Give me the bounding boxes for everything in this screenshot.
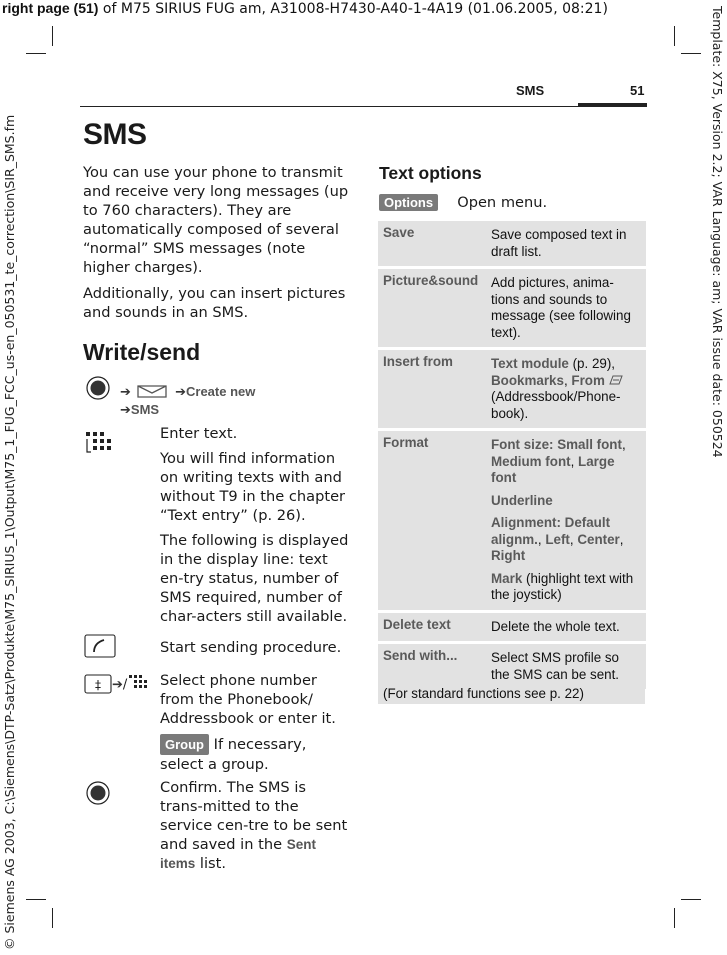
table-row: Save Save composed text in draft list.: [378, 221, 646, 266]
step-enter-text: Enter text. You will find information on writing texts with and without T9 in the chapter “Text entry” (p. 26). The following is displayed in the display line: text en-try status, number of SMS required, number of char-acters still available.: [160, 425, 349, 625]
menu-path-line1: [120, 381, 255, 400]
running-head-section: SMS: [516, 83, 545, 98]
step-confirm: Confirm. The SMS is trans-mitted to the service cen-tre to be sent and saved in the Sent items list.: [160, 779, 348, 872]
table-row: Format Font size: Small font, Medium font, Large font Underline Alignment: Default alignm., Left, Center, Right Mark (highlight text with the joystick): [378, 431, 646, 610]
arrow-icon: ➔: [175, 385, 186, 400]
header-rule: [80, 106, 647, 107]
call-key-icon: [84, 634, 116, 658]
table-row: Send with... Select SMS profile so the SMS can be sent.: [378, 644, 646, 689]
arrow-icon: ➔: [112, 677, 123, 693]
group-softkey[interactable]: Group: [160, 734, 209, 755]
keypad-icon: [127, 673, 149, 695]
phonebook-key-icon: [84, 674, 112, 694]
options-table: [378, 218, 646, 692]
crop-mark: [52, 26, 53, 46]
page-number: 51: [630, 83, 645, 98]
joystick-center-icon: [86, 781, 110, 805]
crop-mark: [681, 899, 701, 900]
side-copyright: © Siemens AG 2003, C:\Siemens\DTP-Satz\Produkte\M75_SIRIUS_1\Output\M75_1_FUG_FCC_us-en_050531_te_correction\SIR_SMS.fm: [2, 114, 17, 950]
menu-item-sms: SMS: [130, 402, 160, 417]
crop-mark: [26, 899, 46, 900]
intro-paragraph: You can use your phone to transmit and receive very long messages (up to 760 characters). They are automatically composed of several “normal” SMS messages (note higher charges).: [83, 164, 349, 276]
crop-mark: [674, 908, 675, 928]
text-options-heading: Text options: [379, 163, 482, 183]
options-desc: Open menu.: [457, 194, 548, 211]
crop-mark: [681, 53, 701, 54]
option-save[interactable]: Save: [378, 221, 486, 266]
option-insert-from[interactable]: Insert from: [378, 350, 486, 428]
keypad-icon: [84, 430, 116, 454]
crop-mark: [52, 908, 53, 928]
step-send: Start sending procedure.: [160, 639, 342, 656]
header-rule-accent: [578, 103, 647, 107]
option-format[interactable]: Format: [378, 431, 486, 610]
arrow-icon: ➔: [120, 403, 131, 418]
phonebook-or-keypad-icons: ‡ ➔/: [84, 673, 149, 695]
table-row: Delete text Delete the whole text.: [378, 613, 646, 642]
step-select-number: Select phone number from the Phonebook/ Addressbook or enter it. Group If necessary, select a group.: [160, 671, 352, 780]
envelope-icon: [136, 382, 170, 400]
side-template-info: Template: X75, Version 2.2; VAR Language: am; VAR issue date: 050524: [710, 6, 725, 458]
menu-item-create-new: Create new: [186, 384, 256, 399]
sent-items-ref: Sent items: [160, 837, 316, 871]
menu-path-line2: [120, 399, 159, 418]
svg-text:‡: ‡: [95, 678, 101, 692]
intro-text: [83, 163, 351, 329]
option-send-with[interactable]: Send with...: [378, 644, 486, 689]
standard-functions-note: (For standard functions see p. 22): [378, 683, 645, 704]
table-row: Insert from Text module (p. 29), Bookmarks, From (Addressbook/Phone-book).: [378, 350, 646, 428]
option-delete-text[interactable]: Delete text: [378, 613, 486, 642]
options-row: [379, 192, 547, 212]
arrow-icon: ➔: [120, 385, 131, 400]
table-row: Picture&sound Add pictures, anima-tions and sounds to message (see following text).: [378, 269, 646, 347]
write-send-heading: Write/send: [83, 339, 201, 365]
page-title: SMS: [83, 118, 147, 151]
print-header: right page (51) of M75 SIRIUS FUG am, A31008-H7430-A40-1-4A19 (01.06.2005, 08:21): [2, 0, 608, 17]
group-hint: Group If necessary, select a group.: [160, 736, 307, 773]
addressbook-icon: [609, 374, 623, 386]
crop-mark: [26, 53, 46, 54]
crop-mark: [674, 26, 675, 46]
option-picture-sound[interactable]: Picture&sound: [378, 269, 486, 347]
intro-paragraph: Additionally, you can insert pictures and sounds in an SMS.: [83, 285, 346, 321]
options-softkey[interactable]: Options: [379, 194, 438, 211]
joystick-center-icon: [86, 376, 110, 400]
